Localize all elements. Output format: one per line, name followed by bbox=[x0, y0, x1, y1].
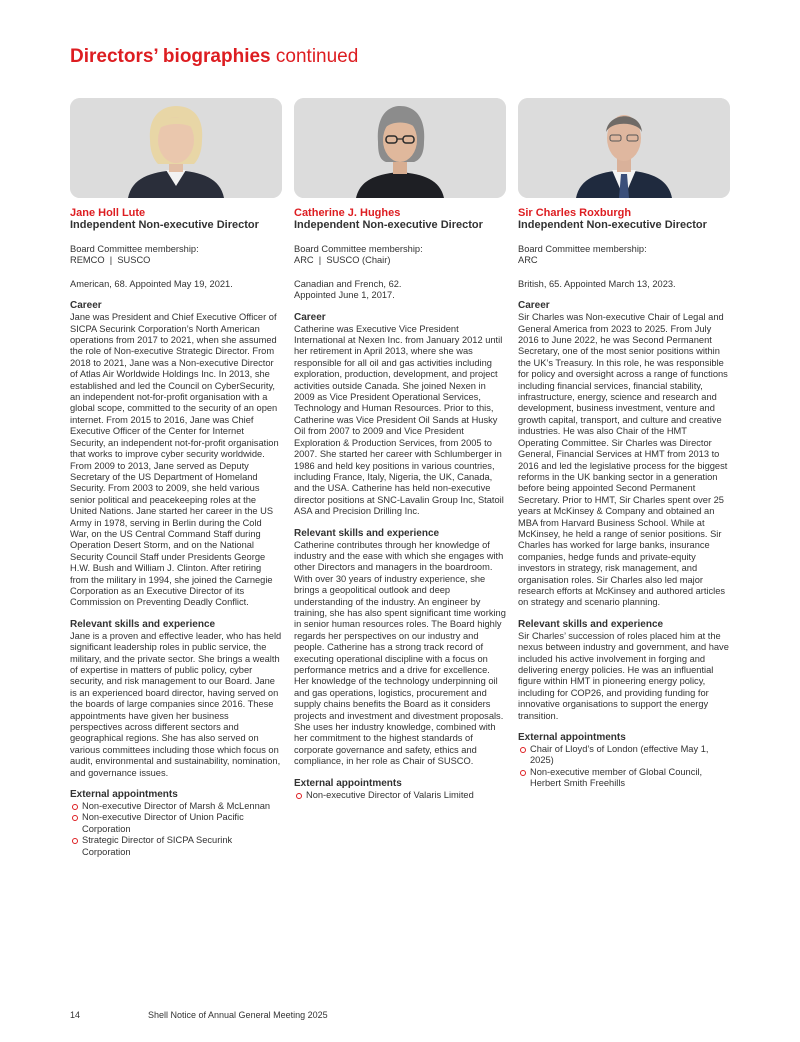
director-role: Independent Non-executive Director bbox=[70, 219, 259, 231]
committee-list: ARC bbox=[518, 255, 538, 266]
list-item: Non-executive member of Global Council, Herbert Smith Freehills bbox=[518, 767, 730, 790]
director-column-1 bbox=[70, 98, 282, 858]
page-number: 14 bbox=[70, 1010, 81, 1020]
committee-label: Board Committee membership: bbox=[518, 244, 647, 254]
skills-text: Catherine contributes through her knowledge of industry and the ease with which she engages with other Directors and managers in the boardroom. With over 30 years of industry experience, she brings a geopolitical outlook and deep understanding of the industry. An engineer by training, she has also spent significant time working in senior human resources roles. The Board highly regards her perspectives on our industry and people. Catherine has a strong track record of executing operational discipline with a focus on performance metrics and a drive for excellence. Her knowledge of the technology underpinning oil and gas operations, logistics, procurement and supply chains benefits the Board as it considers projects and investment and divestment proposals. She uses her industry knowledge, combined with her commitment to the highest standards of corporate governance and safety, ethics and compliance, in her role as Chair of SUSCO. bbox=[294, 539, 506, 767]
career-text: Catherine was Executive Vice President International at Nexen Inc. from January 2012 until her retirement in April 2013, where she was responsible for all oil and gas activities including exploration, production, development, and project activities outside Canada. She joined Nexen in 2009 as Vice President Operational Services, Technology and Human Resources. Prior to this, Catherine was Vice President Oil Sands at Husky Oil from 2007 to 2009 and Vice President Exploration & Production Services, from 2005 to 2007. She started her career with Schlumberger in 1986 and held key positions in various countries, including France, Italy, Nigeria, the UK, Canada, and the USA. Catherine has held non-executive director positions at SNC-Lavalin Group Inc, Statoil ASA and Precision Drilling Inc. bbox=[294, 323, 504, 517]
director-name: Sir Charles Roxburgh bbox=[518, 207, 632, 219]
skills-heading: Relevant skills and experience bbox=[294, 527, 440, 539]
external-list bbox=[70, 801, 282, 858]
director-role: Independent Non-executive Director bbox=[294, 219, 483, 231]
career-heading: Career bbox=[518, 300, 550, 312]
committee-label: Board Committee membership: bbox=[70, 244, 199, 254]
director-photo-2 bbox=[294, 98, 506, 198]
page-title-suffix: continued bbox=[275, 46, 359, 67]
director-name: Jane Holl Lute bbox=[70, 207, 146, 219]
external-list bbox=[294, 790, 506, 801]
career-heading: Career bbox=[70, 300, 102, 312]
career-heading: Career bbox=[294, 311, 326, 323]
skills-text: Jane is a proven and effective leader, who has held significant leadership roles in public service, the military, and the private sector. She brings a wealth of expertise in matters of public policy, cyber security, and risk management to our Board. Jane is an experienced board director, having served on the boards of large companies since 2016. These appointments have given her business perspectives across different sectors and geographical regions. She has also served on various committees including those which focus on audit, environmental and sustainability, nomination, and governance issues. bbox=[70, 630, 282, 778]
career-text: Sir Charles was Non-executive Chair of Legal and General America from 2023 to 2025. From July 2016 to June 2022, he was Second Permanent Secretary, one of the most senior positions within the UK’s Treasury. In this role, he was responsible for policy and oversight across a range of functions including financial services, financial stability, infrastructure, energy, science and research and development, business investment, venture and growth capital, transport, and culture and creative industries. He was also Chair of the HMT Operating Committee. Sir Charles was Director General, Financial Services at HMT from 2013 to 2016 and led the legislative process for the biggest reforms in the UK banking sector in a generation before being appointed Second Permanent Secretary. Prior to HMT, Sir Charles spent over 25 years at McKinsey & Company and obtained an MBA from Harvard Business School. While at McKinsey, he held a range of senior positions. Sir Charles has worked for large banks, insurance companies, hedge funds and private-equity investors in strategy, risk management, and organisation roles. Sir Charles also led major research efforts at McKinsey and authored articles on strategy and scenario planning. bbox=[518, 312, 728, 608]
list-item: Chair of Lloyd’s of London (effective May 1, 2025) bbox=[518, 744, 730, 767]
page-title bbox=[70, 46, 358, 68]
career-text: Jane was President and Chief Executive Officer of SICPA Securink Corporation’s North American operations from 2017 to 2021, when she assumed the role of Non-executive Strategic Director. From 2018 to 2021, Jane was a Non-executive Director of Atlas Air Worldwide Holdings Inc. In 2013, she established and led the Council on CyberSecurity, an independent not-for-profit organisation with a global scope, committed to the security of an open internet. From 2015 to 2016, Jane was Chief Executive Officer of the Center for Internet Security, an independent not-for-profit organisation that works to improve cyber security worldwide. From 2009 to 2013, Jane served as Deputy Secretary of the US Department of Homeland Security. From 2003 to 2009, she held various senior political and peacekeeping roles at the United Nations. Jane started her career in the US Army in 1978, serving in Berlin during the Cold War, on the US Central Command Staff during Operation Desert Storm, and on the National Security Council Staff under Presidents George H.W. Bush and William J. Clinton. After retiring from the military in 1994, she joined the Carnegie Corporation as an Executive Director of its Commission on Preventing Deadly Conflict. bbox=[70, 312, 279, 608]
director-role: Independent Non-executive Director bbox=[518, 219, 707, 231]
external-heading: External appointments bbox=[518, 732, 626, 744]
publication-title: Shell Notice of Annual General Meeting 2025 bbox=[148, 1010, 328, 1020]
director-name: Catherine J. Hughes bbox=[294, 207, 401, 219]
external-list bbox=[518, 744, 730, 790]
skills-heading: Relevant skills and experience bbox=[70, 618, 216, 630]
external-heading: External appointments bbox=[294, 777, 402, 789]
list-item: Strategic Director of SICPA Securink Corporation bbox=[70, 835, 282, 858]
director-photo-3 bbox=[518, 98, 730, 198]
committee-label: Board Committee membership: bbox=[294, 244, 423, 254]
skills-heading: Relevant skills and experience bbox=[518, 618, 664, 630]
director-column-2 bbox=[294, 98, 506, 801]
director-details: American, 68. Appointed May 19, 2021. bbox=[70, 278, 233, 289]
director-details: Canadian and French, 62. Appointed June 1, 2017. bbox=[294, 278, 402, 301]
list-item: Non-executive Director of Marsh & McLennan bbox=[70, 801, 282, 812]
director-column-3 bbox=[518, 98, 730, 790]
committee-list: REMCO | SUSCO bbox=[70, 255, 151, 266]
list-item: Non-executive Director of Union Pacific Corporation bbox=[70, 812, 282, 835]
director-details: British, 65. Appointed March 13, 2023. bbox=[518, 278, 676, 289]
committee-list: ARC | SUSCO (Chair) bbox=[294, 255, 391, 266]
skills-text: Sir Charles’ succession of roles placed him at the nexus between industry and government, and have included his active involvement in forging and delivering energy policies. He was an influential figure within HMT in pioneering energy policy, including for COP26, and providing funding for innovative organisations to support the energy transition. bbox=[518, 630, 729, 721]
list-item: Non-executive Director of Valaris Limited bbox=[294, 790, 506, 801]
director-photo-1 bbox=[70, 98, 282, 198]
page-title-main: Directors’ biographies bbox=[70, 46, 271, 67]
external-heading: External appointments bbox=[70, 789, 178, 801]
